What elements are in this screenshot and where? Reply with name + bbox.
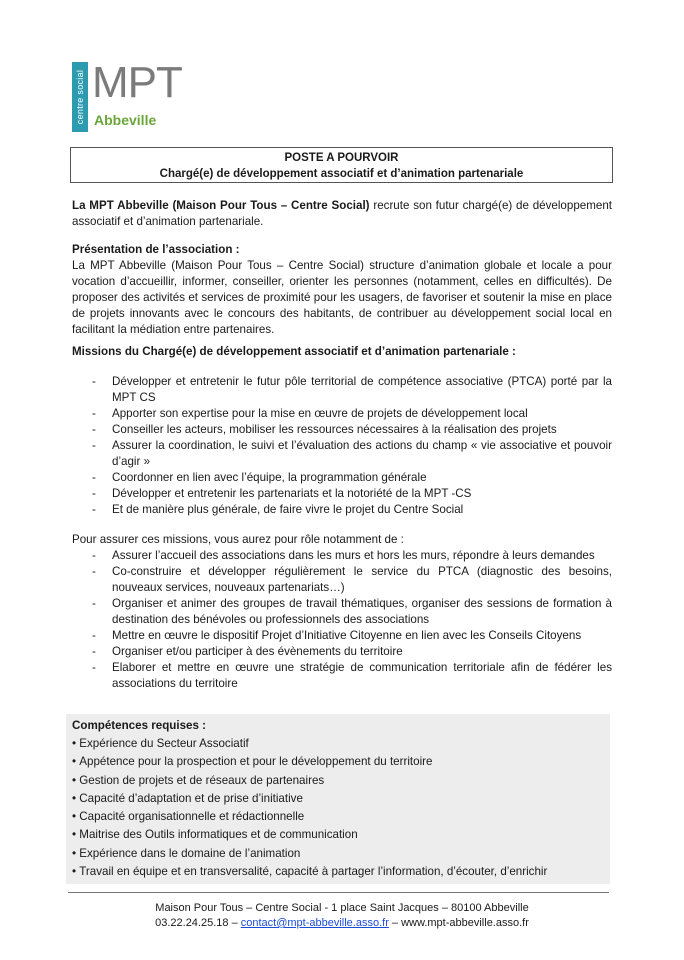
intro-paragraph (72, 198, 612, 230)
list-item: - Coordonner en lien avec l’équipe, la programmation générale (72, 470, 612, 486)
list-item: • Capacité d’adaptation et de prise d’initiative (72, 790, 604, 808)
list-item: - Et de manière plus générale, de faire vivre le projet du Centre Social (72, 502, 612, 518)
list-item: - Assurer l’accueil des associations dans les murs et hors les murs, répondre à leurs demandes (72, 548, 612, 564)
footer-website: – www.mpt-abbeville.asso.fr (388, 917, 529, 929)
footer-contact (0, 916, 684, 931)
list-item: • Gestion de projets et de réseaux de partenaires (72, 772, 604, 790)
intro-rest: recrute son futur chargé(e) de développement associatif et d’animation partenariale. (72, 199, 612, 228)
list-item: - Elaborer et mettre en œuvre une stratégie de communication territoriale afin de fédérer les associations du territoire (72, 660, 612, 692)
skills-list (72, 735, 604, 881)
list-item: - Développer et entretenir les partenariats et la notoriété de la MPT -CS (72, 486, 612, 502)
skills-heading: Compétences requises : (72, 719, 207, 732)
document-body (72, 198, 612, 692)
mpt-logo (72, 58, 182, 134)
list-item: • Expérience du Secteur Associatif (72, 735, 604, 753)
roles-intro: Pour assurer ces missions, vous aurez pour rôle notamment de : (72, 533, 404, 546)
footer-email-link[interactable]: contact@mpt-abbeville.asso.fr (240, 917, 389, 929)
footer (0, 901, 684, 931)
list-item: • Expérience dans le domaine de l’animation (72, 845, 604, 863)
job-title-box (70, 147, 613, 183)
logo-vertical-text: centre social (75, 69, 85, 125)
job-title-line1: POSTE A POURVOIR (284, 152, 399, 164)
logo-city-text: Abbeville (94, 112, 157, 128)
missions-heading: Missions du Chargé(e) de développement associatif et d’animation partenariale : (72, 345, 516, 358)
list-item: - Conseiller les acteurs, mobiliser les ressources nécessaires à la réalisation des projets (72, 422, 612, 438)
job-title-line2: Chargé(e) de développement associatif et d’animation partenariale (159, 168, 524, 180)
list-item: - Développer et entretenir le futur pôle territorial de compétence associative (PTCA) porté par la MPT CS (72, 374, 612, 406)
footer-divider (68, 892, 609, 893)
missions-list (72, 374, 612, 518)
list-item: • Travail en équipe et en transversalité, capacité à partager l’information, d’écouter, d’enrichir (72, 863, 604, 881)
list-item: - Apporter son expertise pour la mise en œuvre de projets de développement local (72, 406, 612, 422)
presentation-body: La MPT Abbeville (Maison Pour Tous – Centre Social) structure d’animation globale et locale a pour vocation d’accueillir, informer, conseiller, orienter les personnes (notamment, celles en difficultés). De proposer des activités et services de proximité pour les usagers, de favoriser et soutenir la mise en place de projets innovants avec le concours des habitants, de contribuer au développement social local en facilitant la médiation entre partenaires. (72, 259, 612, 336)
footer-phone: 03.22.24.25.18 – (155, 917, 241, 929)
footer-address: Maison Pour Tous – Centre Social - 1 place Saint Jacques – 80100 Abbeville (155, 902, 529, 914)
presentation-heading: Présentation de l’association : (72, 243, 240, 256)
roles-list (72, 548, 612, 692)
list-item: - Organiser et/ou participer à des évènements du territoire (72, 644, 612, 660)
skills-box (66, 714, 610, 884)
list-item: - Organiser et animer des groupes de travail thématiques, organiser des sessions de formation à destination des bénévoles ou professionnels des associations (72, 596, 612, 628)
list-item: - Co-construire et développer régulièrement le service du PTCA (diagnostic des besoins, nouveaux services, nouveaux partenariats…) (72, 564, 612, 596)
list-item: - Mettre en œuvre le dispositif Projet d’Initiative Citoyenne en lien avec les Conseils Citoyens (72, 628, 612, 644)
list-item: • Maitrise des Outils informatiques et de communication (72, 826, 604, 844)
list-item: • Capacité organisationnelle et rédactionnelle (72, 808, 604, 826)
intro-bold: La MPT Abbeville (Maison Pour Tous – Centre Social) (72, 199, 370, 212)
logo-main-text: MPT (92, 58, 182, 107)
list-item: - Assurer la coordination, le suivi et l’évaluation des actions du champ « vie associative et pouvoir d’agir » (72, 438, 612, 470)
list-item: • Appétence pour la prospection et pour le développement du territoire (72, 753, 604, 771)
